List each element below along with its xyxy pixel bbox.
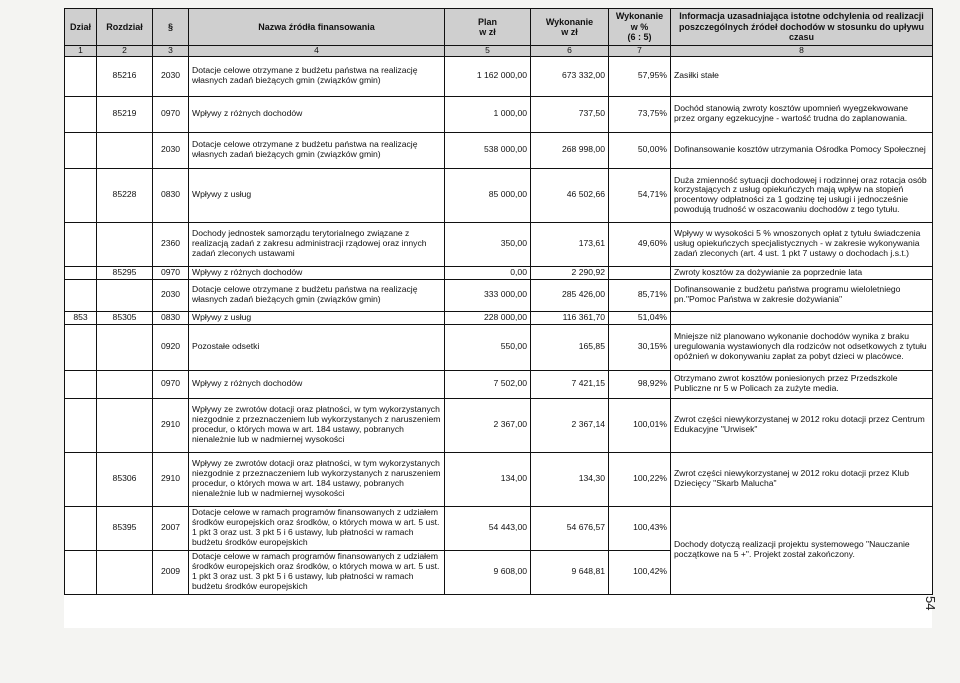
cell-paragraf: 2009 [153,550,189,594]
column-number: 1 [65,46,97,57]
cell-procent: 100,01% [609,398,671,452]
cell-dzial [65,132,97,168]
cell-procent: 51,04% [609,311,671,324]
cell-wykonanie: 9 648,81 [531,550,609,594]
cell-dzial [65,398,97,452]
cell-procent [609,266,671,279]
cell-wykonanie: 173,61 [531,222,609,266]
cell-paragraf: 0970 [153,266,189,279]
cell-informacja: Otrzymano zwrot kosztów poniesionych przez Przedszkole Publiczne nr 5 w Policach za zużyte media. [671,370,933,398]
cell-nazwa: Dotacje celowe otrzymane z budżetu państwa na realizację własnych zadań bieżących gmin (związków gmin) [189,56,445,96]
cell-informacja: Dofinansowanie kosztów utrzymania Ośrodka Pomocy Społecznej [671,132,933,168]
table-row [65,398,933,452]
cell-plan: 550,00 [445,324,531,370]
cell-procent: 73,75% [609,96,671,132]
cell-plan: 2 367,00 [445,398,531,452]
cell-nazwa: Pozostałe odsetki [189,324,445,370]
cell-informacja: Zwrot części niewykorzystanej w 2012 roku dotacji przez Centrum Edukacyjne "Urwisek" [671,398,933,452]
cell-wykonanie: 737,50 [531,96,609,132]
cell-paragraf: 2030 [153,279,189,311]
cell-nazwa: Wpływy z usług [189,311,445,324]
cell-plan: 134,00 [445,452,531,506]
header-wykonanie-pct: Wykonanie w % (6 : 5) [609,9,671,46]
cell-nazwa: Dotacje celowe otrzymane z budżetu państwa na realizację własnych zadań bieżących gmin (związków gmin) [189,279,445,311]
cell-paragraf: 2360 [153,222,189,266]
cell-procent: 30,15% [609,324,671,370]
cell-dzial [65,506,97,550]
cell-nazwa: Wpływy ze zwrotów dotacji oraz płatności, w tym wykorzystanych niezgodnie z przeznaczeniem lub wykorzystanych z naruszeniem procedur, o których mowa w art. 184 ustawy, pobranych nienależnie lub w nadmiernej wysokości [189,398,445,452]
cell-wykonanie: 2 290,92 [531,266,609,279]
header-dzial: Dział [65,9,97,46]
cell-plan: 7 502,00 [445,370,531,398]
cell-informacja: Zwroty kosztów za dożywianie za poprzednie lata [671,266,933,279]
cell-dzial [65,56,97,96]
cell-wykonanie: 268 998,00 [531,132,609,168]
cell-wykonanie: 54 676,57 [531,506,609,550]
header-informacja: Informacja uzasadniająca istotne odchylenia od realizacji poszczególnych źródeł dochodów w stosunku do upływu czasu [671,9,933,46]
cell-rozdzial [97,370,153,398]
column-number: 4 [189,46,445,57]
table-row [65,324,933,370]
cell-wykonanie: 673 332,00 [531,56,609,96]
cell-informacja [671,311,933,324]
cell-nazwa: Dotacje celowe w ramach programów finansowanych z udziałem środków europejskich oraz środków, o których mowa w art. 5 ust. 1 pkt 3 oraz ust. 3 pkt 5 i 6 ustawy, lub płatności w ramach budżetu środków europejskich [189,506,445,550]
cell-procent: 54,71% [609,168,671,222]
cell-informacja: Dochód stanowią zwroty kosztów upomnień wyegzekwowane przez organy egzekucyjne - wartość trudna do zaplanowania. [671,96,933,132]
cell-plan: 9 608,00 [445,550,531,594]
cell-procent: 100,42% [609,550,671,594]
column-number: 8 [671,46,933,57]
cell-procent: 50,00% [609,132,671,168]
cell-nazwa: Dotacje celowe w ramach programów finansowanych z udziałem środków europejskich oraz środków, o których mowa w art. 5 ust. 1 pkt 3 oraz ust. 3 pkt 5 i 6 ustawy, lub płatności w ramach budżetu środków europejskich [189,550,445,594]
cell-wykonanie: 46 502,66 [531,168,609,222]
column-number: 2 [97,46,153,57]
column-number: 7 [609,46,671,57]
table-row [65,311,933,324]
cell-rozdzial: 85216 [97,56,153,96]
cell-informacja: Duża zmienność sytuacji dochodowej i rodzinnej oraz rotacja osób korzystających z usług opiekuńczych mają wpływ na stopień procentowy odpłatności za 1 godzinę tej usługi i jednocześnie powodują trudność w oszacowaniu dochodów z tego tytułu. [671,168,933,222]
cell-paragraf: 0830 [153,311,189,324]
page-number: 54 [923,596,938,611]
cell-nazwa: Wpływy z różnych dochodów [189,266,445,279]
header-rozdzial: Rozdział [97,9,153,46]
cell-wykonanie: 165,85 [531,324,609,370]
cell-informacja: Dofinansowanie z budżetu państwa programu wieloletniego pn."Pomoc Państwa w zakresie dożywiania" [671,279,933,311]
cell-procent: 49,60% [609,222,671,266]
cell-informacja: Wpływy w wysokości 5 % wnoszonych opłat z tytułu świadczenia usług opiekuńczych specjalistycznych - w zakresie wykonywania zadań zleconych (art. 4 ust. 1 pkt 7 ustawy o dochodach j.s.t.) [671,222,933,266]
cell-informacja: Dochody dotyczą realizacji projektu systemowego "Nauczanie początkowe na 5 +". Projekt został zakończony. [671,506,933,594]
table-row [65,96,933,132]
cell-wykonanie: 116 361,70 [531,311,609,324]
cell-paragraf: 2030 [153,56,189,96]
cell-procent: 98,92% [609,370,671,398]
cell-rozdzial [97,550,153,594]
cell-dzial [65,452,97,506]
cell-rozdzial [97,324,153,370]
cell-dzial [65,168,97,222]
table-row [65,222,933,266]
cell-procent: 85,71% [609,279,671,311]
cell-paragraf: 0970 [153,370,189,398]
cell-paragraf: 0830 [153,168,189,222]
table-row [65,168,933,222]
header-paragraf: § [153,9,189,46]
cell-rozdzial: 85219 [97,96,153,132]
cell-dzial: 853 [65,311,97,324]
cell-paragraf: 2030 [153,132,189,168]
cell-plan: 54 443,00 [445,506,531,550]
cell-wykonanie: 134,30 [531,452,609,506]
cell-plan: 228 000,00 [445,311,531,324]
cell-nazwa: Wpływy z różnych dochodów [189,370,445,398]
report-sheet [64,8,932,628]
cell-nazwa: Dotacje celowe otrzymane z budżetu państwa na realizację własnych zadań bieżących gmin (związków gmin) [189,132,445,168]
table-row [65,370,933,398]
cell-plan: 333 000,00 [445,279,531,311]
cell-informacja: Mniejsze niż planowano wykonanie dochodów wynika z braku uregulowania wystawionych dla rodziców not odsetkowych z tytułu opóźnień w dokonywaniu zapłat za pobyt dzieci w placówce. [671,324,933,370]
cell-plan: 85 000,00 [445,168,531,222]
cell-rozdzial: 85305 [97,311,153,324]
header-row [65,9,933,46]
column-number: 5 [445,46,531,57]
cell-plan: 538 000,00 [445,132,531,168]
cell-procent: 57,95% [609,56,671,96]
cell-dzial [65,279,97,311]
cell-paragraf: 2910 [153,398,189,452]
cell-procent: 100,43% [609,506,671,550]
cell-paragraf: 2007 [153,506,189,550]
cell-dzial [65,96,97,132]
column-number-row [65,46,933,57]
cell-nazwa: Wpływy ze zwrotów dotacji oraz płatności, w tym wykorzystanych niezgodnie z przeznaczeniem lub wykorzystanych z naruszeniem procedur, o których mowa w art. 184 ustawy, pobranych nienależnie lub w nadmiernej wysokości [189,452,445,506]
cell-procent: 100,22% [609,452,671,506]
cell-plan: 1 162 000,00 [445,56,531,96]
cell-dzial [65,370,97,398]
cell-wykonanie: 2 367,14 [531,398,609,452]
cell-paragraf: 2910 [153,452,189,506]
table-row [65,56,933,96]
cell-nazwa: Wpływy z różnych dochodów [189,96,445,132]
cell-rozdzial: 85306 [97,452,153,506]
cell-informacja: Zasiłki stałe [671,56,933,96]
income-table [64,8,933,595]
cell-wykonanie: 285 426,00 [531,279,609,311]
cell-rozdzial [97,398,153,452]
table-row [65,279,933,311]
cell-plan: 0,00 [445,266,531,279]
cell-wykonanie: 7 421,15 [531,370,609,398]
cell-dzial [65,222,97,266]
cell-rozdzial: 85395 [97,506,153,550]
table-row [65,506,933,550]
cell-rozdzial: 85228 [97,168,153,222]
cell-rozdzial [97,279,153,311]
cell-informacja: Zwrot części niewykorzystanej w 2012 roku dotacji przez Klub Dziecięcy "Skarb Malucha" [671,452,933,506]
cell-plan: 350,00 [445,222,531,266]
table-row [65,132,933,168]
header-wykonanie-zl: Wykonanie w zł [531,9,609,46]
column-number: 6 [531,46,609,57]
cell-paragraf: 0920 [153,324,189,370]
table-row [65,266,933,279]
cell-dzial [65,550,97,594]
cell-rozdzial: 85295 [97,266,153,279]
cell-rozdzial [97,222,153,266]
cell-dzial [65,324,97,370]
cell-nazwa: Dochody jednostek samorządu terytorialnego związane z realizacją zadań z zakresu administracji rządowej oraz innych zadań zleconych ustawami [189,222,445,266]
header-nazwa: Nazwa źródła finansowania [189,9,445,46]
header-plan: Plan w zł [445,9,531,46]
cell-paragraf: 0970 [153,96,189,132]
cell-dzial [65,266,97,279]
cell-rozdzial [97,132,153,168]
cell-nazwa: Wpływy z usług [189,168,445,222]
table-row [65,452,933,506]
cell-plan: 1 000,00 [445,96,531,132]
column-number: 3 [153,46,189,57]
